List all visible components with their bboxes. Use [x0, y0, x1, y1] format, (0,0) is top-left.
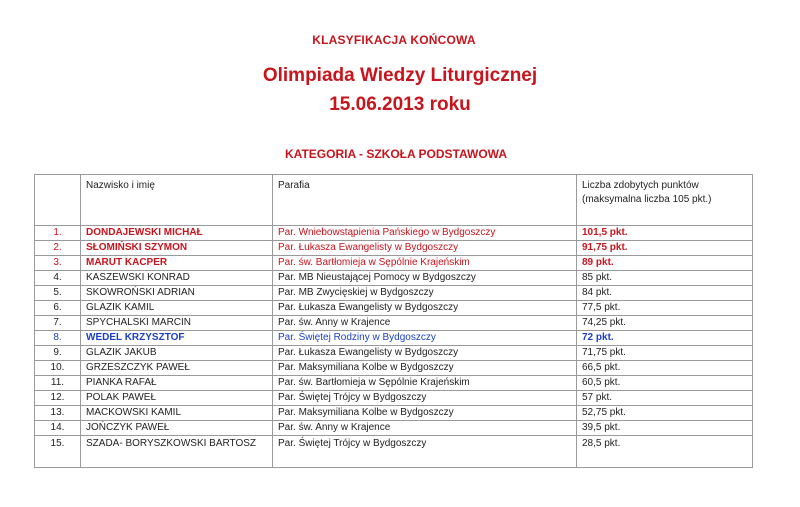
points-cell: 28,5 pkt. [577, 436, 753, 468]
table-row [35, 331, 753, 346]
parish-cell: Par. Wniebowstąpienia Pańskiego w Bydgoszczy [273, 226, 577, 241]
table-row [35, 316, 753, 331]
participant-name-cell: KASZEWSKI KONRAD [81, 271, 273, 286]
rank-cell: 3. [35, 256, 81, 271]
rank-cell: 5. [35, 286, 81, 301]
column-header-parish: Parafia [273, 175, 577, 226]
rank-cell: 13. [35, 406, 81, 421]
points-cell: 91,75 pkt. [577, 241, 753, 256]
parish-cell: Par. MB Nieustającej Pomocy w Bydgoszczy [273, 271, 577, 286]
rank-cell: 11. [35, 376, 81, 391]
participant-name-cell: POLAK PAWEŁ [81, 391, 273, 406]
table-row [35, 241, 753, 256]
table-row [35, 391, 753, 406]
parish-cell: Par. św. Anny w Krajence [273, 316, 577, 331]
parish-cell: Par. Łukasza Ewangelisty w Bydgoszczy [273, 346, 577, 361]
table-row [35, 376, 753, 391]
table-row [35, 286, 753, 301]
points-cell: 60,5 pkt. [577, 376, 753, 391]
table-row [35, 301, 753, 316]
points-cell: 84 pkt. [577, 286, 753, 301]
parish-cell: Par. MB Zwycięskiej w Bydgoszczy [273, 286, 577, 301]
classification-heading: KLASYFIKACJA KOŃCOWA [312, 33, 476, 47]
results-table [34, 174, 753, 468]
parish-cell: Par. Świętej Trójcy w Bydgoszczy [273, 436, 577, 468]
participant-name-cell: DONDAJEWSKI MICHAŁ [81, 226, 273, 241]
participant-name-cell: SŁOMIŃSKI SZYMON [81, 241, 273, 256]
table-row [35, 346, 753, 361]
parish-cell: Par. św. Anny w Krajence [273, 421, 577, 436]
table-row [35, 361, 753, 376]
points-cell: 72 pkt. [577, 331, 753, 346]
points-cell: 77,5 pkt. [577, 301, 753, 316]
table-row [35, 406, 753, 421]
column-header-lp [35, 175, 81, 226]
category-heading: KATEGORIA - SZKOŁA PODSTAWOWA [285, 147, 507, 161]
parish-cell: Par. Łukasza Ewangelisty w Bydgoszczy [273, 301, 577, 316]
parish-cell: Par. Świętej Trójcy w Bydgoszczy [273, 391, 577, 406]
rank-cell: 6. [35, 301, 81, 316]
parish-cell: Par. św. Bartłomieja w Sępólnie Krajeńskim [273, 256, 577, 271]
rank-cell: 9. [35, 346, 81, 361]
participant-name-cell: SPYCHALSKI MARCIN [81, 316, 273, 331]
points-cell: 71,75 pkt. [577, 346, 753, 361]
points-cell: 57 pkt. [577, 391, 753, 406]
points-cell: 74,25 pkt. [577, 316, 753, 331]
points-cell: 85 pkt. [577, 271, 753, 286]
participant-name-cell: SKOWROŃSKI ADRIAN [81, 286, 273, 301]
parish-cell: Par. Łukasza Ewangelisty w Bydgoszczy [273, 241, 577, 256]
column-header-name: Nazwisko i imię [81, 175, 273, 226]
rank-cell: 10. [35, 361, 81, 376]
participant-name-cell: GLAZIK KAMIL [81, 301, 273, 316]
rank-cell: 15. [35, 436, 81, 468]
participant-name-cell: JOŃCZYK PAWEŁ [81, 421, 273, 436]
rank-cell: 14. [35, 421, 81, 436]
participant-name-cell: MACKOWSKI KAMIL [81, 406, 273, 421]
parish-cell: Par. Świętej Rodziny w Bydgoszczy [273, 331, 577, 346]
points-cell: 89 pkt. [577, 256, 753, 271]
olympiad-date: 15.06.2013 roku [329, 94, 471, 115]
column-header-points [577, 175, 753, 226]
rank-cell: 4. [35, 271, 81, 286]
table-header-row [35, 175, 753, 226]
rank-cell: 2. [35, 241, 81, 256]
participant-name-cell: WEDEL KRZYSZTOF [81, 331, 273, 346]
rank-cell: 8. [35, 331, 81, 346]
points-cell: 39,5 pkt. [577, 421, 753, 436]
table-row [35, 271, 753, 286]
rank-cell: 12. [35, 391, 81, 406]
table-row [35, 421, 753, 436]
participant-name-cell: PIANKA RAFAŁ [81, 376, 273, 391]
rank-cell: 7. [35, 316, 81, 331]
table-row [35, 436, 753, 468]
points-cell: 52,75 pkt. [577, 406, 753, 421]
parish-cell: Par. św. Bartłomieja w Sępólnie Krajeńskim [273, 376, 577, 391]
points-cell: 101,5 pkt. [577, 226, 753, 241]
points-header-label: Liczba zdobytych punktów [582, 180, 699, 191]
parish-cell: Par. Maksymiliana Kolbe w Bydgoszczy [273, 406, 577, 421]
participant-name-cell: GLAZIK JAKUB [81, 346, 273, 361]
participant-name-cell: MARUT KACPER [81, 256, 273, 271]
table-row [35, 256, 753, 271]
rank-cell: 1. [35, 226, 81, 241]
table-row [35, 226, 753, 241]
points-cell: 66,5 pkt. [577, 361, 753, 376]
parish-cell: Par. Maksymiliana Kolbe w Bydgoszczy [273, 361, 577, 376]
olympiad-title: Olimpiada Wiedzy Liturgicznej [262, 65, 538, 86]
participant-name-cell: SZADA- BORYSZKOWSKI BARTOSZ [81, 436, 273, 468]
participant-name-cell: GRZESZCZYK PAWEŁ [81, 361, 273, 376]
points-header-max: (maksymalna liczba 105 pkt.) [582, 194, 712, 205]
